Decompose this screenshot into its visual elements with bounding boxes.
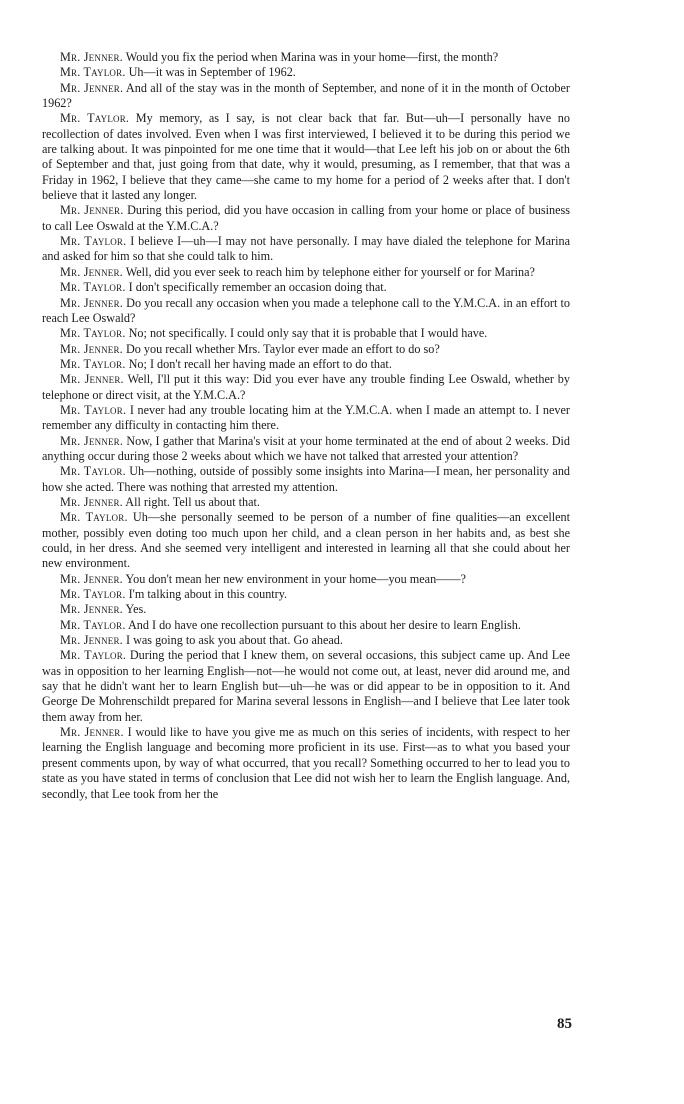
paragraph-text: I believe I—uh—I may not have personally. I may have dialed the telephone for Marina and asked for him so that she could talk to him. — [42, 234, 570, 264]
transcript-paragraph — [42, 602, 570, 617]
transcript-paragraph — [42, 65, 570, 80]
paragraph-text: I'm talking about in this country. — [125, 587, 288, 602]
transcript-paragraph — [42, 648, 570, 725]
speaker-name: Mr. Jenner. — [60, 80, 124, 95]
paragraph-text: Well, did you ever seek to reach him by telephone either for yourself or for Marina? — [122, 264, 535, 279]
paragraph-text: Now, I gather that Marina's visit at your home terminated at the end of about 2 weeks. Did anything occur during those 2 weeks about which we have not talked that arrested your attention? — [42, 433, 571, 463]
page-number: 85 — [557, 1016, 572, 1032]
speaker-name: Mr. Taylor. — [60, 326, 126, 341]
speaker-name: Mr. Jenner. — [60, 50, 123, 64]
transcript-paragraph — [42, 50, 570, 65]
transcript-paragraph — [42, 403, 570, 434]
paragraph-text: I would like to have you give me as much on this series of incidents, with respect to her learning the English language and becoming more proficient in its use. First—as to what you based your present comments upon, by way of what occurred, that you recall? Something occurred to her to lead you to state as you have stated in terms of conclusion that Lee did not wish her to learn the English language. And, secondly, that Lee took from her the — [42, 725, 570, 801]
paragraph-text: Uh—she personally seemed to be person of a number of fine qualities—an excellent mother, possibly even doting too much upon her child, and a clean person in her habits and, as best she could, in her dress. And she seemed very intelligent and interested in learning all that she could about her new environment. — [42, 510, 570, 571]
paragraph-text: During this period, did you have occasion in calling from your home or place of business to call Lee Oswald at the Y.M.C.A.? — [42, 203, 571, 233]
paragraph-text: Would you fix the period when Marina was in your home—first, the month? — [122, 50, 499, 64]
paragraph-text: Yes. — [122, 602, 147, 617]
transcript-paragraph — [42, 280, 570, 295]
paragraph-text: All right. Tell us about that. — [122, 494, 260, 509]
paragraph-text: I don't specifically remember an occasion doing that. — [125, 280, 387, 295]
speaker-name: Mr. Jenner. — [60, 633, 123, 648]
speaker-name: Mr. Taylor. — [60, 617, 126, 632]
speaker-name: Mr. Jenner. — [60, 571, 123, 586]
paragraph-text: My memory, as I say, is not clear back that far. But—uh—I personally have no recollection of dates involved. Even when I was first interviewed, I believed it to be during this period we are talking about. It was pinpointed for me one time that it would—that Lee left his job on or about the 6th of September and that, just going from that date, why it would, presuming, as I remember, that that was a Friday in 1962, I believe that they came—she came to my home for a period of 2 weeks after that. I don't believe that it lasted any longer. — [42, 111, 570, 203]
paragraph-text: Do you recall any occasion when you made a telephone call to the Y.M.C.A. in an effort to reach Lee Oswald? — [42, 295, 571, 325]
transcript-paragraph — [42, 510, 570, 571]
transcript-paragraph — [42, 81, 570, 112]
transcript-paragraph — [42, 111, 570, 203]
transcript-paragraph — [42, 434, 570, 465]
transcript-paragraph — [42, 357, 570, 372]
paragraph-text: No; not specifically. I could only say that it is probable that I would have. — [125, 326, 488, 341]
speaker-name: Mr. Jenner. — [60, 602, 123, 617]
transcript-paragraph — [42, 234, 570, 265]
speaker-name: Mr. Jenner. — [60, 264, 123, 279]
transcript-paragraph — [42, 326, 570, 341]
paragraph-text: No; I don't recall her having made an effort to do that. — [125, 356, 392, 371]
speaker-name: Mr. Taylor. — [60, 65, 126, 80]
paragraph-text: I never had any trouble locating him at the Y.M.C.A. when I made an attempt to. I never remember any difficulty in contacting him there. — [42, 402, 570, 433]
transcript-paragraph — [42, 572, 570, 587]
transcript-page — [42, 50, 570, 802]
paragraph-text: You don't mean her new environment in your home—you mean——? — [122, 571, 466, 586]
paragraph-text: During the period that I knew them, on several occasions, this subject came up. And Lee was in opposition to her learning English—not—he would not come out, at least, never did around me, and say that he didn't want her to learn English but—uh—he was or did appear to be in opposition to it. And George De Mohrenschildt prepared for Marina several lessons in English—and I believe that Lee later took them away from her. — [42, 648, 571, 724]
speaker-name: Mr. Jenner. — [60, 295, 124, 310]
speaker-name: Mr. Jenner. — [60, 494, 123, 509]
paragraph-text: Uh—it was in September of 1962. — [125, 65, 296, 80]
transcript-paragraph — [42, 342, 570, 357]
speaker-name: Mr. Taylor. — [60, 648, 127, 663]
speaker-name: Mr. Taylor. — [60, 111, 130, 126]
speaker-name: Mr. Jenner. — [60, 372, 124, 387]
paragraph-text: Well, I'll put it this way: Did you ever have any trouble finding Lee Oswald, whether by telephone or direct visit, at the Y.M.C.A.? — [42, 372, 570, 402]
speaker-name: Mr. Jenner. — [60, 203, 124, 218]
speaker-name: Mr. Taylor. — [60, 464, 126, 479]
transcript-paragraph — [42, 296, 570, 327]
paragraph-text: Uh—nothing, outside of possibly some insights into Marina—I mean, her personality and how she acted. There was nothing that arrested my attention. — [42, 464, 571, 494]
speaker-name: Mr. Taylor. — [60, 510, 128, 525]
transcript-paragraph — [42, 633, 570, 648]
transcript-paragraph — [42, 725, 570, 802]
speaker-name: Mr. Taylor. — [60, 280, 126, 295]
paragraph-text: I was going to ask you about that. Go ahead. — [122, 633, 343, 648]
speaker-name: Mr. Jenner. — [60, 433, 124, 448]
speaker-name: Mr. Taylor. — [60, 356, 126, 371]
transcript-paragraph — [42, 587, 570, 602]
speaker-name: Mr. Taylor. — [60, 587, 126, 602]
paragraph-text: And all of the stay was in the month of September, and none of it in the month of October 1962? — [42, 80, 570, 111]
paragraph-text: And I do have one recollection pursuant to this about her desire to learn English. — [125, 617, 521, 632]
speaker-name: Mr. Jenner. — [60, 725, 124, 740]
speaker-name: Mr. Taylor. — [60, 402, 127, 417]
transcript-paragraph — [42, 618, 570, 633]
transcript-paragraph — [42, 265, 570, 280]
transcript-paragraph — [42, 372, 570, 403]
speaker-name: Mr. Jenner. — [60, 341, 123, 356]
speaker-name: Mr. Taylor. — [60, 234, 127, 249]
paragraph-text: Do you recall whether Mrs. Taylor ever made an effort to do so? — [122, 341, 440, 356]
transcript-paragraph — [42, 464, 570, 495]
transcript-paragraph — [42, 203, 570, 234]
transcript-paragraph — [42, 495, 570, 510]
